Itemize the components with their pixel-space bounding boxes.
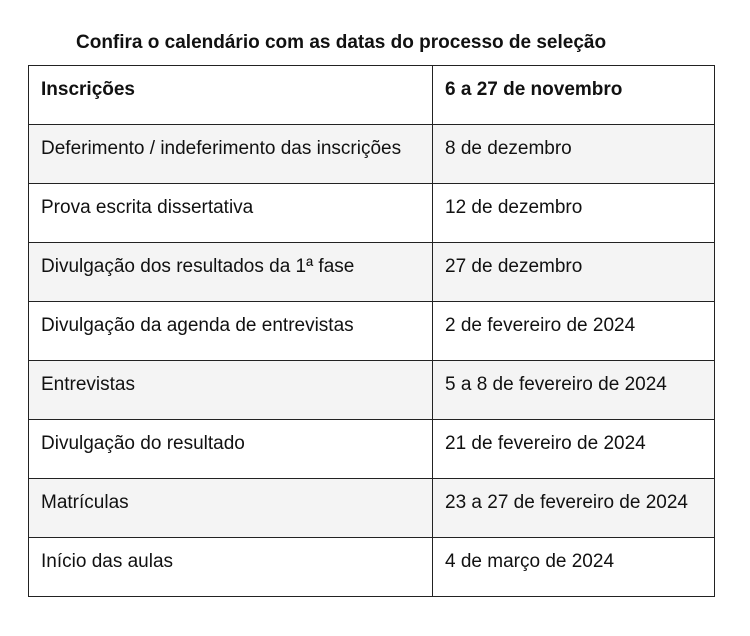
header-cell-stage — [29, 66, 433, 125]
stage-cell — [29, 125, 433, 184]
cell-text: 23 a 27 de fevereiro de 2024 — [445, 492, 688, 513]
table-header-row — [29, 66, 715, 125]
table-row — [29, 302, 715, 361]
cell-text: Divulgação da agenda de entrevistas — [41, 315, 354, 336]
cell-text: 21 de fevereiro de 2024 — [445, 433, 646, 454]
date-cell — [433, 479, 715, 538]
table-row — [29, 420, 715, 479]
cell-text: Inscrições — [41, 79, 135, 100]
table-row — [29, 538, 715, 597]
date-cell — [433, 420, 715, 479]
stage-cell — [29, 184, 433, 243]
cell-text: 27 de dezembro — [445, 256, 583, 277]
cell-text: Entrevistas — [41, 374, 135, 395]
table-row — [29, 125, 715, 184]
date-cell — [433, 538, 715, 597]
date-cell — [433, 184, 715, 243]
table-row — [29, 361, 715, 420]
cell-text: Início das aulas — [41, 551, 174, 572]
stage-cell — [29, 243, 433, 302]
cell-text: 4 de março de 2024 — [445, 551, 615, 572]
table-row — [29, 184, 715, 243]
table-row — [29, 479, 715, 538]
cell-text: Prova escrita dissertativa — [41, 197, 254, 218]
cell-text: 5 a 8 de fevereiro de 2024 — [445, 374, 667, 395]
cell-text: 2 de fevereiro de 2024 — [445, 315, 636, 336]
cell-text: Divulgação dos resultados da 1ª fase — [41, 256, 355, 277]
date-cell — [433, 125, 715, 184]
header-cell-date — [433, 66, 715, 125]
page-title: Confira o calendário com as datas do processo de seleção — [76, 32, 607, 53]
cell-text: Matrículas — [41, 492, 129, 513]
stage-cell — [29, 302, 433, 361]
stage-cell — [29, 420, 433, 479]
cell-text: 8 de dezembro — [445, 138, 572, 159]
date-cell — [433, 361, 715, 420]
stage-cell — [29, 538, 433, 597]
date-cell — [433, 302, 715, 361]
schedule-table — [28, 65, 715, 597]
table-row — [29, 243, 715, 302]
stage-cell — [29, 361, 433, 420]
date-cell — [433, 243, 715, 302]
cell-text: 12 de dezembro — [445, 197, 583, 218]
stage-cell — [29, 479, 433, 538]
cell-text: Deferimento / indeferimento das inscrições — [41, 138, 402, 159]
cell-text: Divulgação do resultado — [41, 433, 245, 454]
cell-text: 6 a 27 de novembro — [445, 79, 623, 100]
